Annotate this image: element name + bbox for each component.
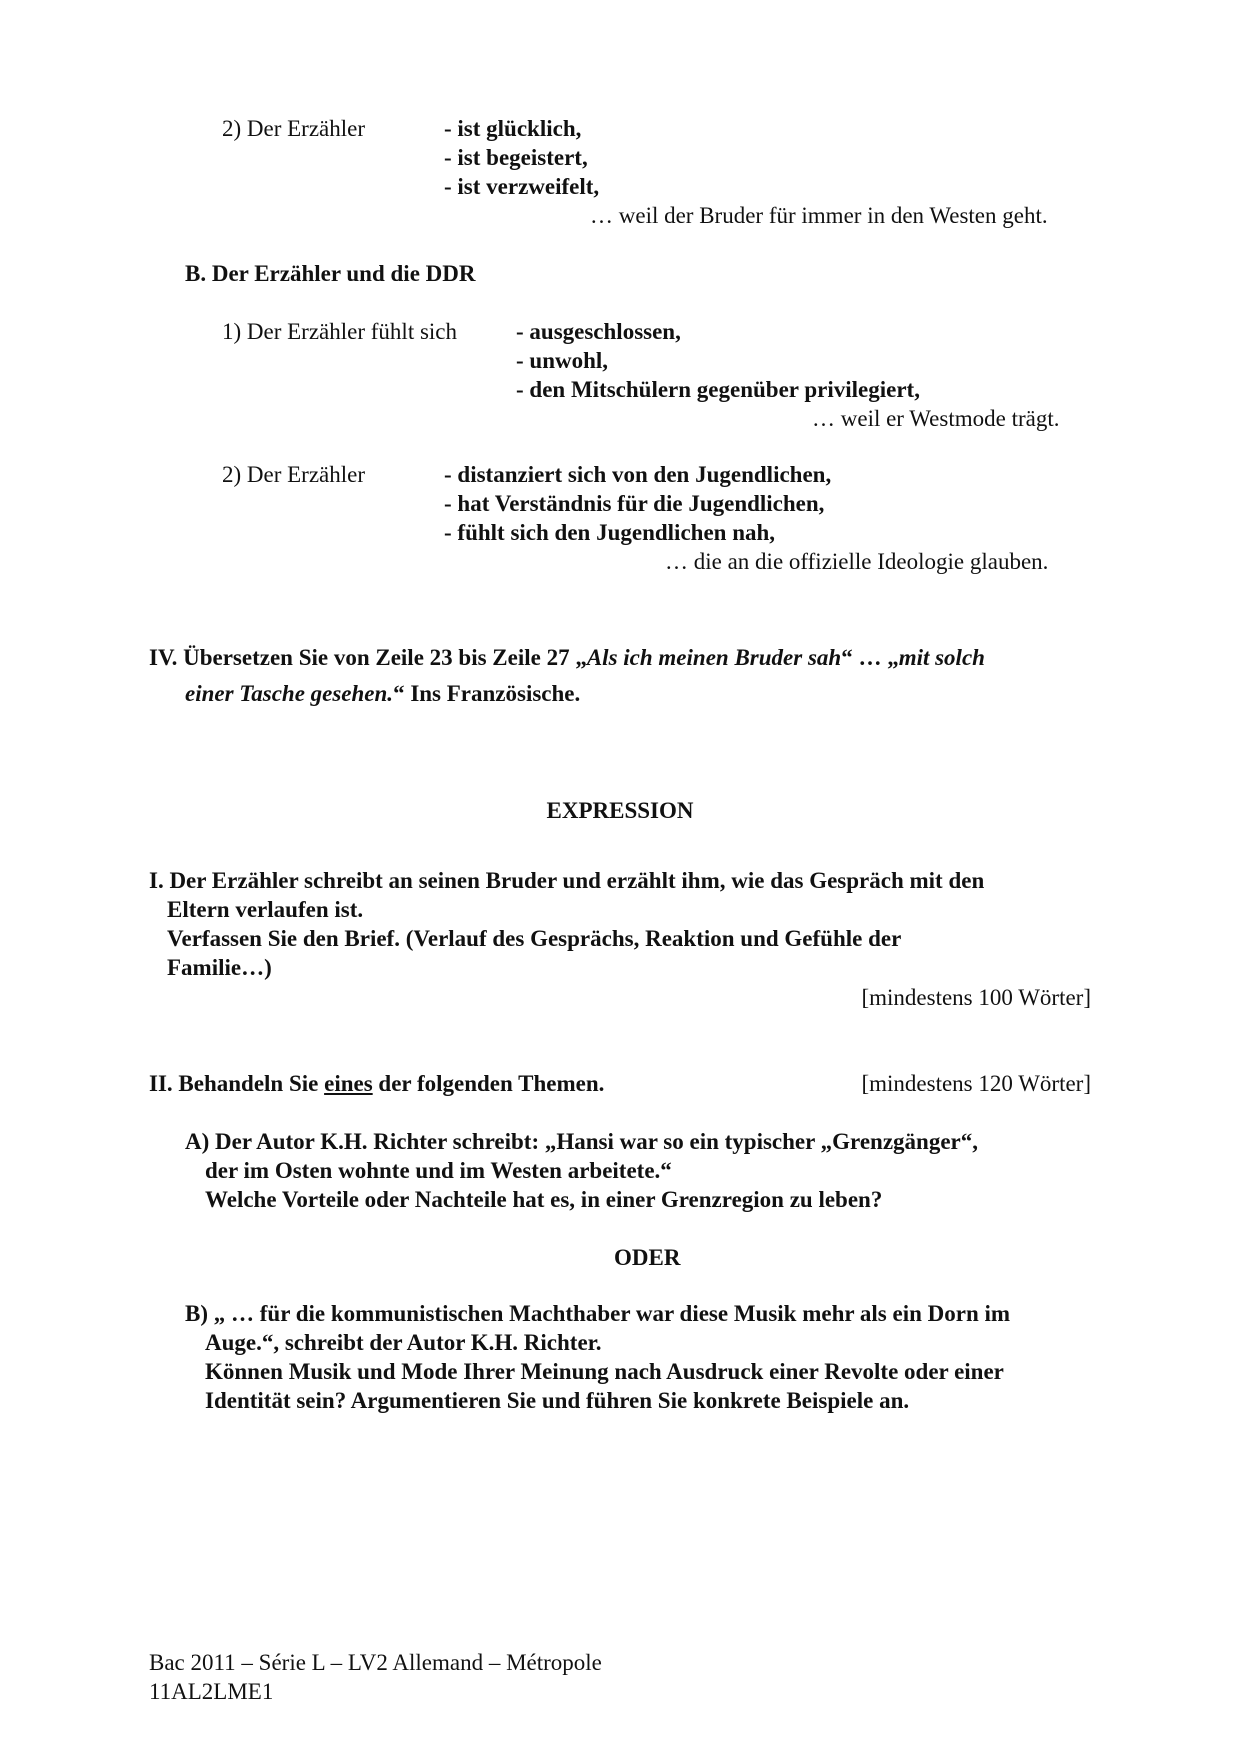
expression-title: EXPRESSION <box>546 798 694 823</box>
task-ii-instruction: II. Behandeln Sie eines der folgenden Themen. <box>149 1071 605 1096</box>
task-iv-line1: IV. Übersetzen Sie von Zeile 23 bis Zeile 27 „Als ich meinen Bruder sah“ … „mit solch <box>149 645 985 670</box>
option-b2-1: - distanziert sich von den Jugendlichen, <box>444 462 832 487</box>
option-a2-continuation: … weil der Bruder für immer in den Westen geht. <box>590 203 1048 228</box>
option-a2-3: - ist verzweifelt, <box>444 174 600 199</box>
option-b1-3: - den Mitschülern gegenüber privilegiert, <box>516 377 920 402</box>
option-b2-continuation: … die an die offizielle Ideologie glauben. <box>665 549 1049 574</box>
topic-b-line4: Identität sein? Argumentieren Sie und führen Sie konkrete Beispiele an. <box>205 1388 910 1413</box>
task-i-line3: Verfassen Sie den Brief. (Verlauf des Gesprächs, Reaktion und Gefühle der <box>167 926 902 951</box>
question-b1-label: 1) Der Erzähler fühlt sich <box>222 319 458 344</box>
question-a2-label: 2) Der Erzähler <box>222 116 366 141</box>
topic-a-line3: Welche Vorteile oder Nachteile hat es, in einer Grenzregion zu leben? <box>205 1187 883 1212</box>
option-a2-2: - ist begeistert, <box>444 145 588 170</box>
task-i-line1: I. Der Erzähler schreibt an seinen Bruder und erzählt ihm, wie das Gespräch mit den <box>149 868 985 893</box>
option-b2-2: - hat Verständnis für die Jugendlichen, <box>444 491 825 516</box>
topic-a-line1: A) Der Autor K.H. Richter schreibt: „Hansi war so ein typischer „Grenzgänger“, <box>185 1129 979 1154</box>
question-b2-label: 2) Der Erzähler <box>222 462 366 487</box>
task-i-word-count: [mindestens 100 Wörter] <box>861 985 1091 1010</box>
task-i-line2: Eltern verlaufen ist. <box>167 897 364 922</box>
option-a2-1: - ist glücklich, <box>444 116 582 141</box>
option-b1-1: - ausgeschlossen, <box>516 319 681 344</box>
footer-exam-code: 11AL2LME1 <box>149 1679 274 1704</box>
task-iv-line2: einer Tasche gesehen.“ Ins Französische. <box>185 681 581 706</box>
option-b1-2: - unwohl, <box>516 348 609 373</box>
option-b1-continuation: … weil er Westmode trägt. <box>812 406 1060 431</box>
topic-b-line1: B) „ … für die kommunistischen Machthaber war diese Musik mehr als ein Dorn im <box>185 1301 1011 1326</box>
option-b2-3: - fühlt sich den Jugendlichen nah, <box>444 520 776 545</box>
topic-b-line3: Können Musik und Mode Ihrer Meinung nach Ausdruck einer Revolte oder einer <box>205 1359 1004 1384</box>
footer-exam-info: Bac 2011 – Série L – LV2 Allemand – Métropole <box>149 1650 602 1675</box>
topic-b-line2: Auge.“, schreibt der Autor K.H. Richter. <box>205 1330 602 1355</box>
task-ii-word-count: [mindestens 120 Wörter] <box>861 1071 1091 1096</box>
task-i-line4: Familie…) <box>167 955 272 980</box>
topic-a-line2: der im Osten wohnte und im Westen arbeitete.“ <box>205 1158 672 1183</box>
oder-separator: ODER <box>614 1245 681 1270</box>
section-b-heading: B. Der Erzähler und die DDR <box>185 261 476 286</box>
